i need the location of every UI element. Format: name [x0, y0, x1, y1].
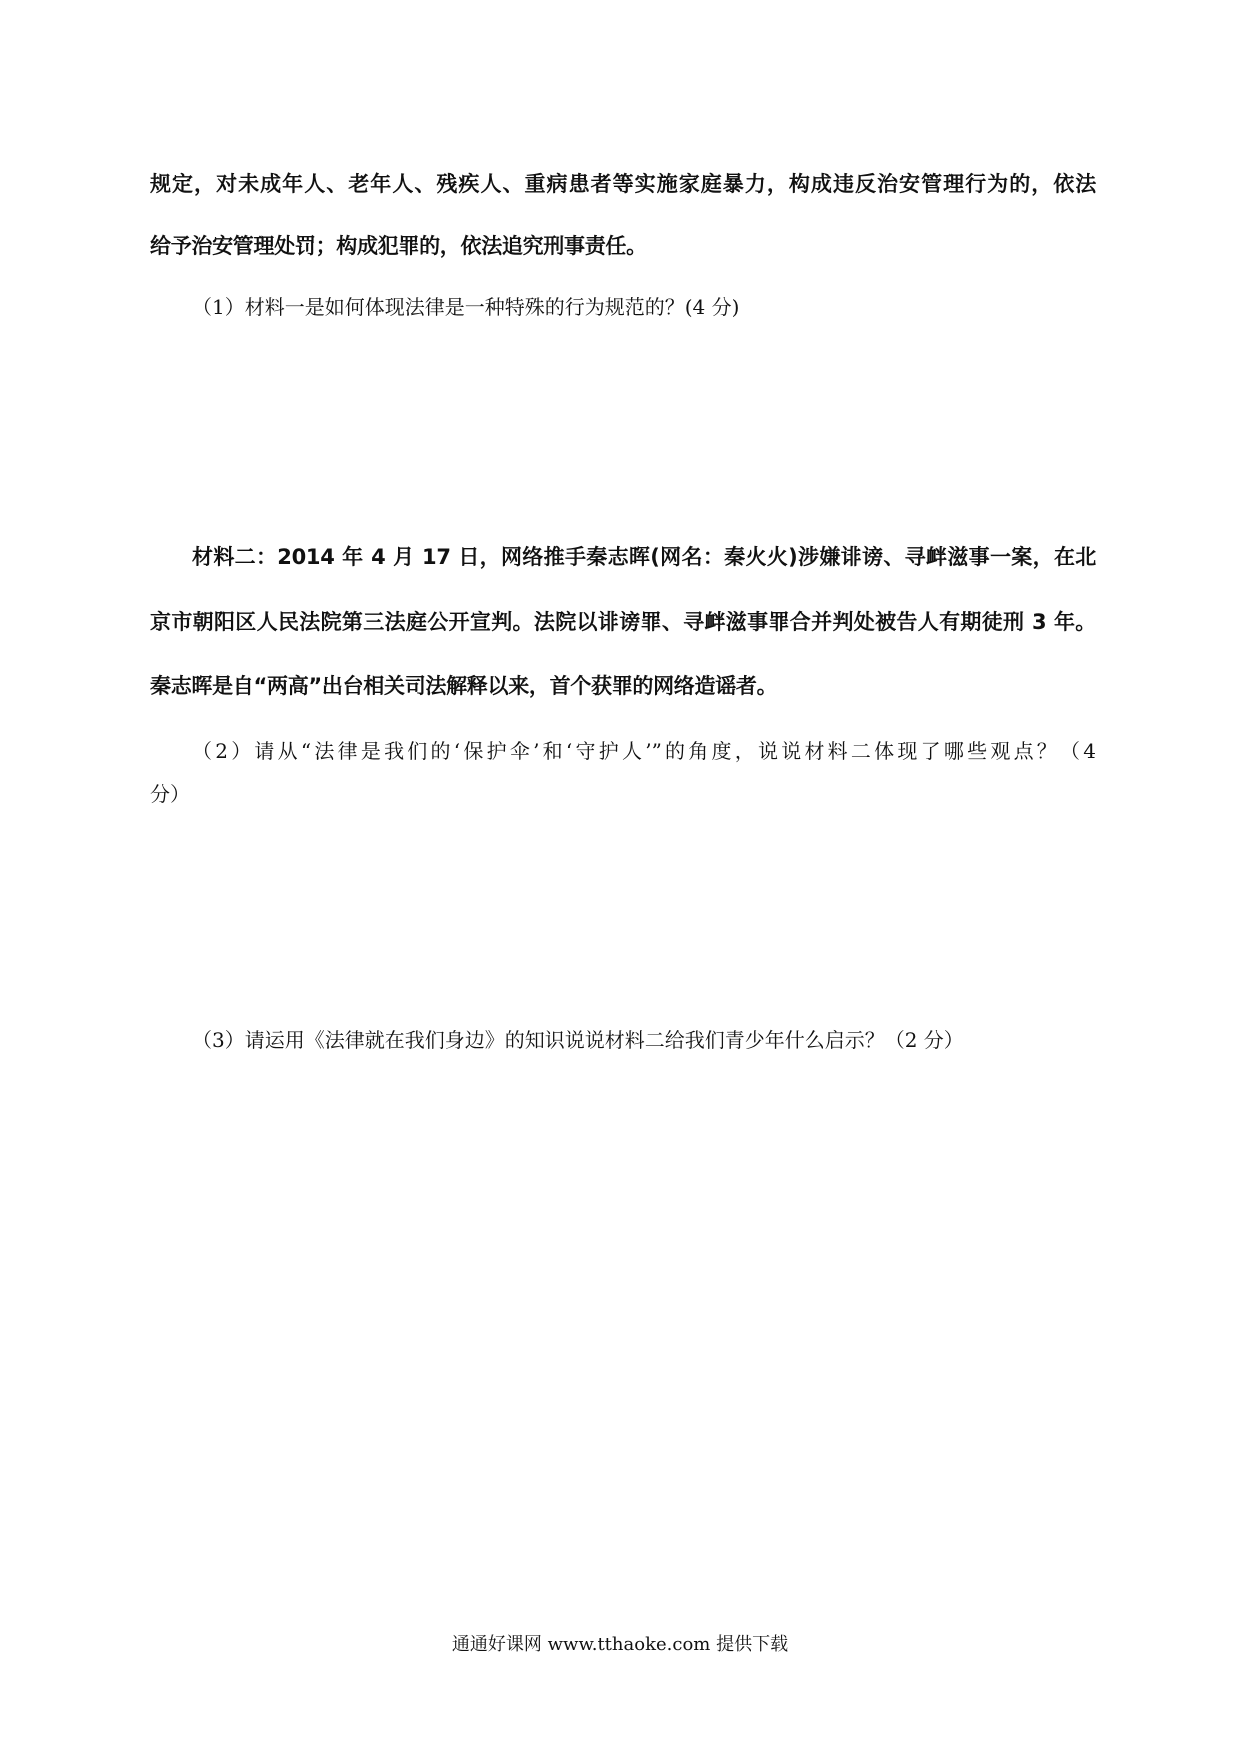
question2-line1: （2）请从“法律是我们的‘保护伞’和‘守护人’”的角度，说说材料二体现了哪些观点？（4: [192, 739, 1096, 763]
question3: （3）请运用《法律就在我们身边》的知识说说材料二给我们青少年什么启示？（2 分）: [192, 1028, 964, 1052]
material1-line1: 规定，对未成年人、老年人、残疾人、重病患者等实施家庭暴力，构成违反治安管理行为的，依法: [150, 172, 1096, 196]
question2-line2: 分）: [150, 782, 190, 806]
material2-line1: 材料二：2014 年 4 月 17 日，网络推手秦志晖(网名：秦火火)涉嫌诽谤、寻衅滋事一案，在北: [192, 545, 1096, 569]
question1: （1）材料一是如何体现法律是一种特殊的行为规范的？(4 分): [192, 295, 740, 319]
material2-line3: 秦志晖是自“两高”出台相关司法解释以来，首个获罪的网络造谣者。: [150, 674, 778, 698]
footer-source: 通通好课网 www.tthaoke.com 提供下载: [451, 1634, 789, 1655]
material1-line2: 给予治安管理处罚；构成犯罪的，依法追究刑事责任。: [150, 234, 647, 258]
material2-line2: 京市朝阳区人民法院第三法庭公开宣判。法院以诽谤罪、寻衅滋事罪合并判处被告人有期徒刑 3 年。: [150, 610, 1096, 634]
